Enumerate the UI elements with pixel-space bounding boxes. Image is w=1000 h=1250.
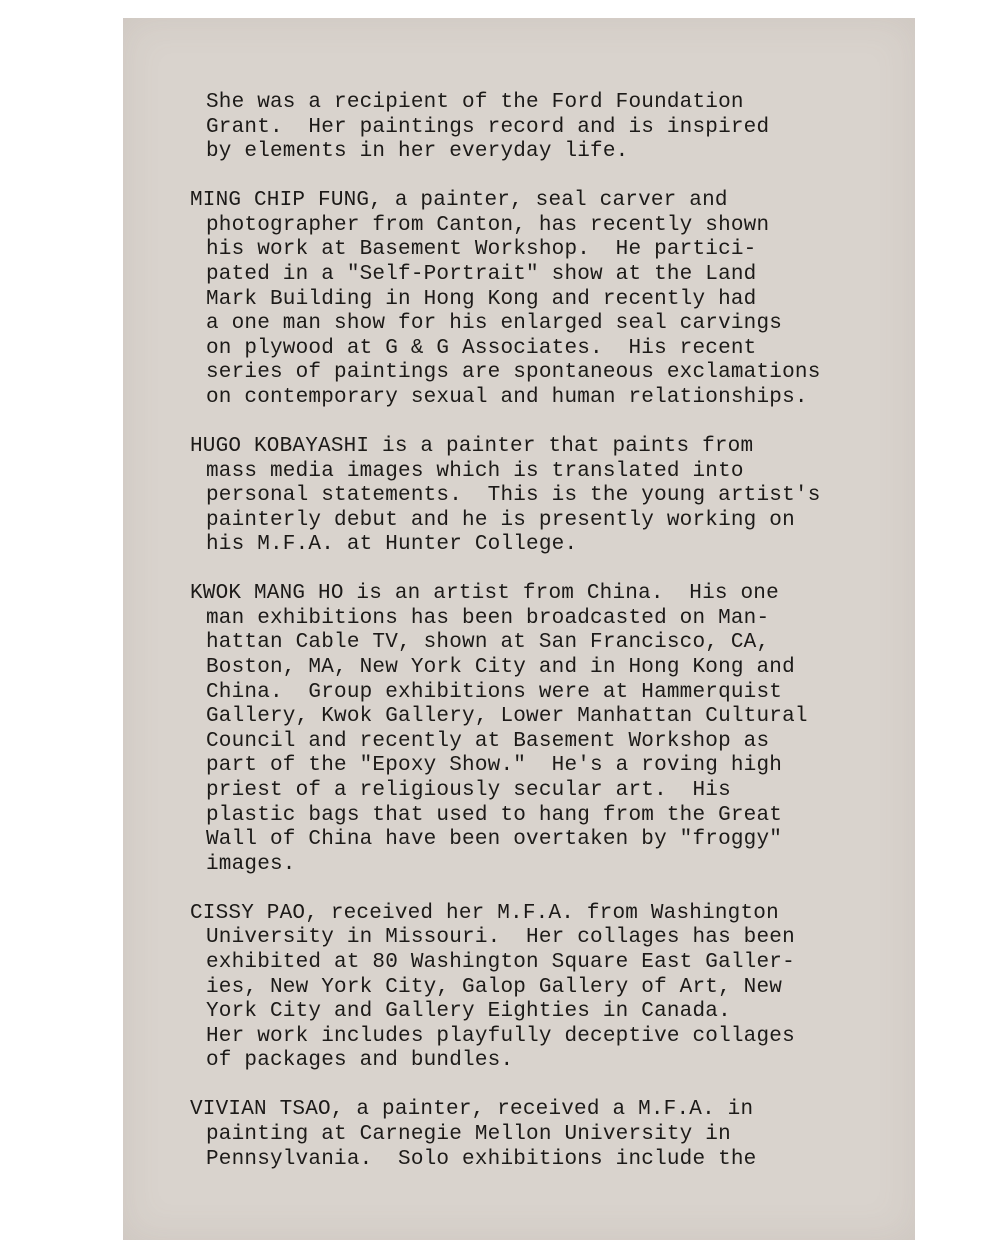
text-line: KWOK MANG HO is an artist from China. His one [190,582,779,606]
text-line: University in Missouri. Her collages has been [206,926,795,950]
text-line: his M.F.A. at Hunter College. [206,533,578,557]
text-line: of packages and bundles. [206,1049,514,1073]
text-line: hattan Cable TV, shown at San Francisco, CA, [206,631,770,655]
typewritten-text [190,91,915,1197]
text-line: HUGO KOBAYASHI is a painter that paints from [190,434,754,458]
text-line: exhibited at 80 Washington Square East Galler- [206,950,795,974]
paragraph-ming-chip-fung [190,189,915,410]
text-line: Wall of China have been overtaken by "froggy" [206,828,783,852]
text-line: by elements in her everyday life. [206,140,629,164]
text-line: Boston, MA, New York City and in Hong Kong and [206,656,795,680]
paragraph-hugo-kobayashi [190,435,915,558]
text-line: plastic bags that used to hang from the Great [206,803,783,827]
text-line: China. Group exhibitions were at Hammerquist [206,680,783,704]
text-line: series of paintings are spontaneous exclamations [206,361,821,385]
text-line: images. [206,852,296,876]
text-line: his work at Basement Workshop. He partici- [206,238,757,262]
text-line: priest of a religiously secular art. His [206,779,731,803]
text-line: a one man show for his enlarged seal carvings [206,312,783,336]
text-line: photographer from Canton, has recently shown [206,213,770,237]
text-line: MING CHIP FUNG, a painter, seal carver and [190,189,728,213]
text-line: ies, New York City, Galop Gallery of Art, New [206,975,783,999]
text-line: CISSY PAO, received her M.F.A. from Washington [190,901,779,925]
text-line: Grant. Her paintings record and is inspired [206,115,770,139]
text-line: Mark Building in Hong Kong and recently had [206,287,757,311]
text-line: Gallery, Kwok Gallery, Lower Manhattan Cultural [206,705,808,729]
text-line: on plywood at G & G Associates. His recent [206,336,757,360]
text-line: mass media images which is translated into [206,459,744,483]
text-line: Council and recently at Basement Workshop as [206,729,770,753]
paragraph-vivian-tsao [190,1098,915,1172]
text-line: pated in a "Self-Portrait" show at the Land [206,262,757,286]
text-line: Pennsylvania. Solo exhibitions include the [206,1147,757,1171]
text-line: She was a recipient of the Ford Foundation [206,91,744,114]
text-line: VIVIAN TSAO, a painter, received a M.F.A. in [190,1098,754,1122]
text-line: man exhibitions has been broadcasted on Man- [206,606,770,630]
paragraph-kwok-mang-ho [190,582,915,877]
paragraph-ford-foundation [190,91,915,165]
text-line: on contemporary sexual and human relationships. [206,385,808,409]
text-line: part of the "Epoxy Show." He's a roving high [206,754,783,778]
paragraph-cissy-pao [190,902,915,1074]
text-line: painterly debut and he is presently working on [206,508,795,532]
text-line: personal statements. This is the young artist's [206,484,821,508]
text-line: Her work includes playfully deceptive collages [206,1024,795,1048]
text-line: painting at Carnegie Mellon University in [206,1122,731,1146]
text-line: York City and Gallery Eighties in Canada. [206,1000,731,1024]
